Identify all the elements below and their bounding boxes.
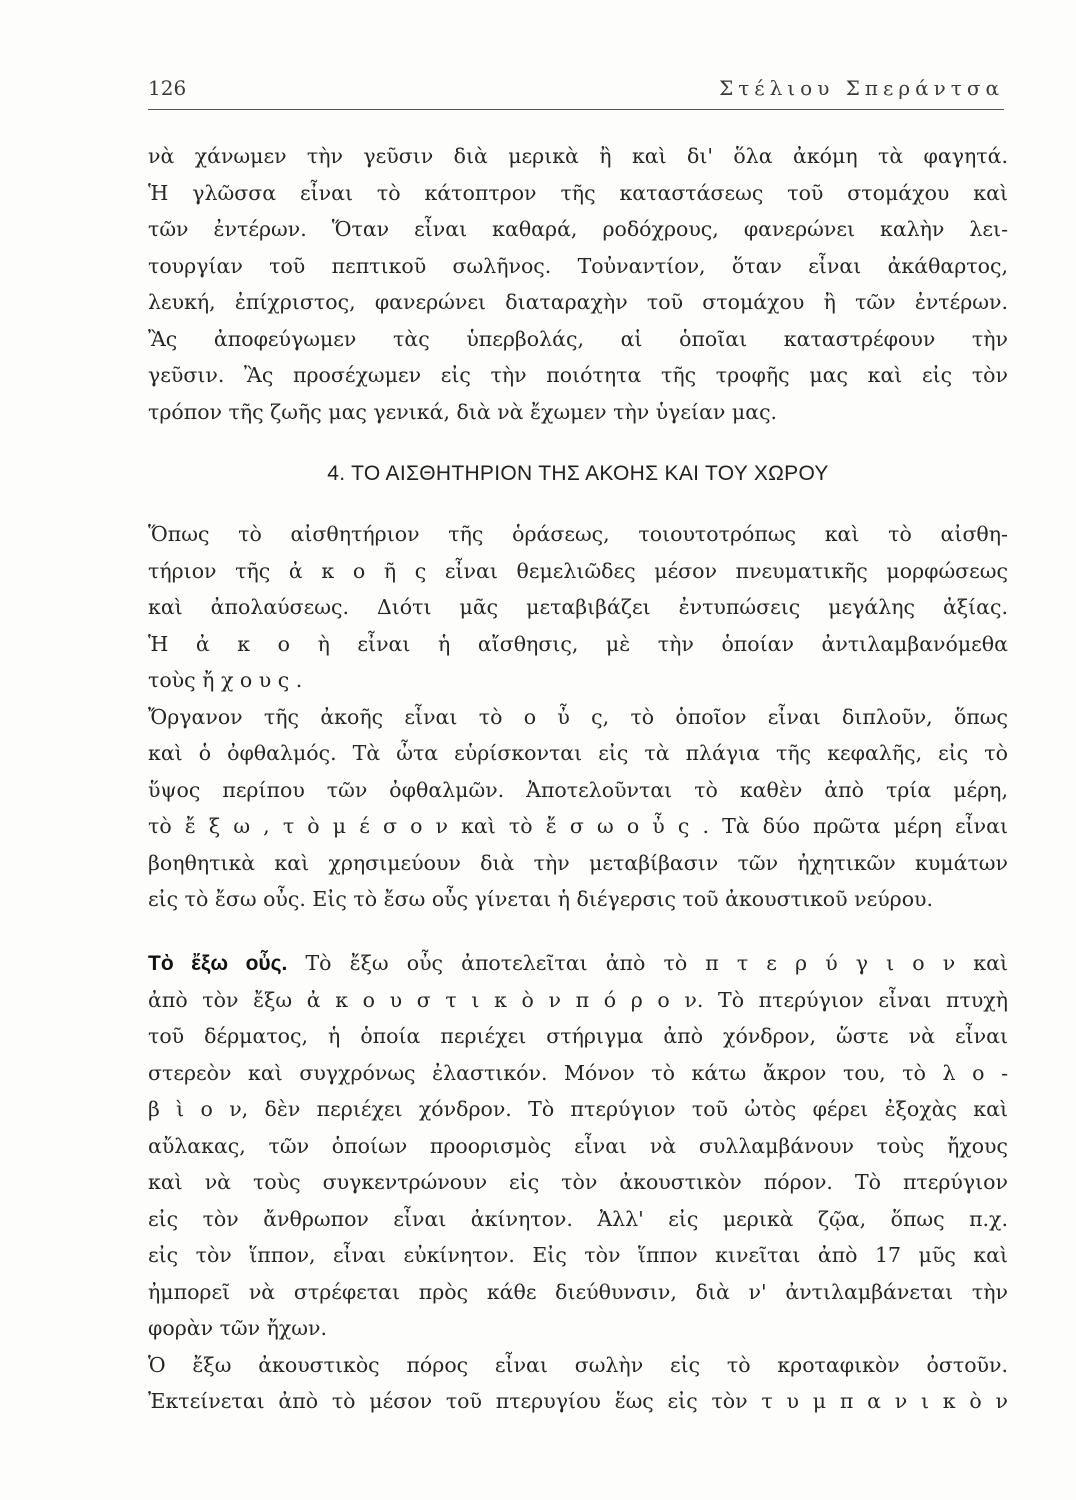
page-number: 126 bbox=[148, 76, 187, 100]
text-line: τουργίαν τοῦ πεπτικοῦ σωλῆνος. Τοὐναντίον, ὅταν εἶναι ἀκάθαρτος, bbox=[148, 253, 1008, 278]
text-line: καὶ ὁ ὀφθαλμός. Τὰ ὦτα εὑρίσκονται εἰς τὰ πλάγια τῆς κεφαλῆς, εἰς τὸ bbox=[148, 741, 1008, 765]
text-line: λευκή, ἐπίχριστος, φανερώνει διαταραχὴν τοῦ στομάχου ἢ τῶν ἐντέρων. bbox=[148, 290, 1008, 314]
text-line: Ὁ ἔξω ἀκουστικὸς πόρος εἶναι σωλὴν εἰς τὸ κροταφικὸν ὀστοῦν. bbox=[148, 1352, 1008, 1377]
text-line: καὶ νὰ τοὺς συγκεντρώνουν εἰς τὸν ἀκουστικὸν πόρον. Τὸ πτερύγιον bbox=[148, 1170, 1008, 1194]
text-line: ἀπὸ τὸν ἔξω ἀ κ ο υ σ τ ι κ ὸ ν π ό ρ ο ν. Τὸ πτερύγιον εἶναι πτυχὴ bbox=[148, 987, 1008, 1012]
text-line: καὶ ἀπολαύσεως. Διότι μᾶς μεταβιβάζει ἐντυπώσεις μεγάλης ἀξίας. bbox=[148, 595, 1008, 619]
running-head-author: Στέλιου Σπεράντσα bbox=[719, 76, 1004, 100]
text-line: β ὶ ο ν, δὲν περιέχει χόνδρον. Τὸ πτερύγιον τοῦ ὠτὸς φέρει ἐξοχὰς καὶ bbox=[148, 1097, 1008, 1121]
text-line bbox=[148, 945, 1008, 982]
text-line: Ἡ γλῶσσα εἶναι τὸ κάτοπτρον τῆς καταστάσεως τοῦ στομάχου καὶ bbox=[148, 180, 1008, 205]
text-line: τήριον τῆς ἀ κ ο ῆ ς εἶναι θεμελιῶδες μέσον πνευματικῆς μορφώσεως bbox=[148, 558, 1008, 583]
text-line: αὔλακας, τῶν ὁποίων προορισμὸς εἶναι νὰ συλλαμβάνουν τοὺς ἤχους bbox=[148, 1133, 1008, 1158]
text-line: Ὄργανον τῆς ἀκοῆς εἶναι τὸ ο ὖ ς, τὸ ὁποῖον εἶναι διπλοῦν, ὅπως bbox=[148, 704, 1008, 729]
text-line: γεῦσιν. Ἂς προσέχωμεν εἰς τὴν ποιότητα τῆς τροφῆς μας καὶ εἰς τὸν bbox=[148, 363, 1008, 387]
text-line: τοὺς ἤ χ ο υ ς . bbox=[148, 668, 303, 692]
text-span: Τὸ ἔξω οὖς ἀποτελεῖται ἀπὸ τὸ π τ ε ρ ύ γ ι ο ν καὶ bbox=[305, 951, 1008, 975]
text-line: Ἡ ἀ κ ο ὴ εἶναι ἡ αἴσθησις, μὲ τὴν ὁποίαν ἀντιλαμβανόμεθα bbox=[148, 631, 1008, 656]
text-line: τὸ ἔ ξ ω , τ ὸ μ έ σ ο ν καὶ τὸ ἔ σ ω ο ὖ ς . Τὰ δύο πρῶτα μέρη εἶναι bbox=[148, 814, 1008, 838]
subsection-runin-heading: Τὸ ἔξω οὖς. bbox=[148, 952, 288, 975]
paragraph-outer-ear bbox=[148, 945, 1008, 1420]
text-line: τῶν ἐντέρων. Ὅταν εἶναι καθαρά, ροδόχρους, φανερώνει καλὴν λει- bbox=[148, 217, 1008, 241]
text-line: Ὅπως τὸ αἰσθητήριον τῆς ὁράσεως, τοιουτοτρόπως καὶ τὸ αἰσθη- bbox=[148, 522, 1008, 546]
text-line: στερεὸν καὶ συγχρόνως ἐλαστικόν. Μόνον τὸ κάτω ἄκρον του, τὸ λ ο - bbox=[148, 1060, 1008, 1085]
text-line: φορὰν τῶν ἤχων. bbox=[148, 1316, 328, 1340]
text-line: εἰς τὸ ἔσω οὖς. Εἰς τὸ ἔσω οὖς γίνεται ἡ διέγερσις τοῦ ἀκουστικοῦ νεύρου. bbox=[148, 887, 934, 911]
text-line: ἠμπορεῖ νὰ στρέφεται πρὸς κάθε διεύθυνσιν, διὰ ν' ἀντιλαμβάνεται τὴν bbox=[148, 1279, 1008, 1304]
header-rule bbox=[148, 109, 1004, 110]
section-heading: 4. ΤΟ ΑΙΣΘΗΤΗΡΙΟΝ ΤΗΣ ΑΚΟΗΣ ΚΑΙ ΤΟΥ ΧΩΡΟΥ bbox=[327, 462, 829, 485]
paragraph-taste-conclusion bbox=[148, 138, 1008, 430]
text-line: βοηθητικὰ καὶ χρησιμεύουν διὰ τὴν μεταβίβασιν τῶν ἠχητικῶν κυμάτων bbox=[148, 850, 1008, 875]
text-line: Ἐκτείνεται ἀπὸ τὸ μέσον τοῦ πτερυγίου ἕως εἰς τὸν τ υ μ π α ν ι κ ὸ ν bbox=[148, 1389, 1008, 1413]
text-line: Ἂς ἀποφεύγωμεν τὰς ὑπερβολάς, αἱ ὁποῖαι καταστρέφουν τὴν bbox=[148, 326, 1008, 351]
paragraph-hearing-intro bbox=[148, 516, 1008, 918]
text-line: τρόπον τῆς ζωῆς μας γενικά, διὰ νὰ ἔχωμεν τὴν ὑγείαν μας. bbox=[148, 399, 778, 424]
text-line: τοῦ δέρματος, ἡ ὁποία περιέχει στήριγμα ἀπὸ χόνδρον, ὥστε νὰ εἶναι bbox=[148, 1024, 1008, 1048]
text-line: ὕψος περίπου τῶν ὀφθαλμῶν. Ἀποτελοῦνται τὸ καθὲν ἀπὸ τρία μέρη, bbox=[148, 777, 1008, 802]
text-line: νὰ χάνωμεν τὴν γεῦσιν διὰ μερικὰ ἢ καὶ δι' ὅλα ἀκόμη τὰ φαγητά. bbox=[148, 144, 1008, 168]
text-line: εἰς τὸν ἄνθρωπον εἶναι ἀκίνητον. Ἀλλ' εἰς μερικὰ ζῷα, ὅπως π.χ. bbox=[148, 1206, 1008, 1231]
text-line: εἰς τὸν ἵππον, εἶναι εὐκίνητον. Εἰς τὸν ἵππον κινεῖται ἀπὸ 17 μῦς καὶ bbox=[148, 1243, 1008, 1267]
page-header bbox=[148, 72, 1004, 106]
